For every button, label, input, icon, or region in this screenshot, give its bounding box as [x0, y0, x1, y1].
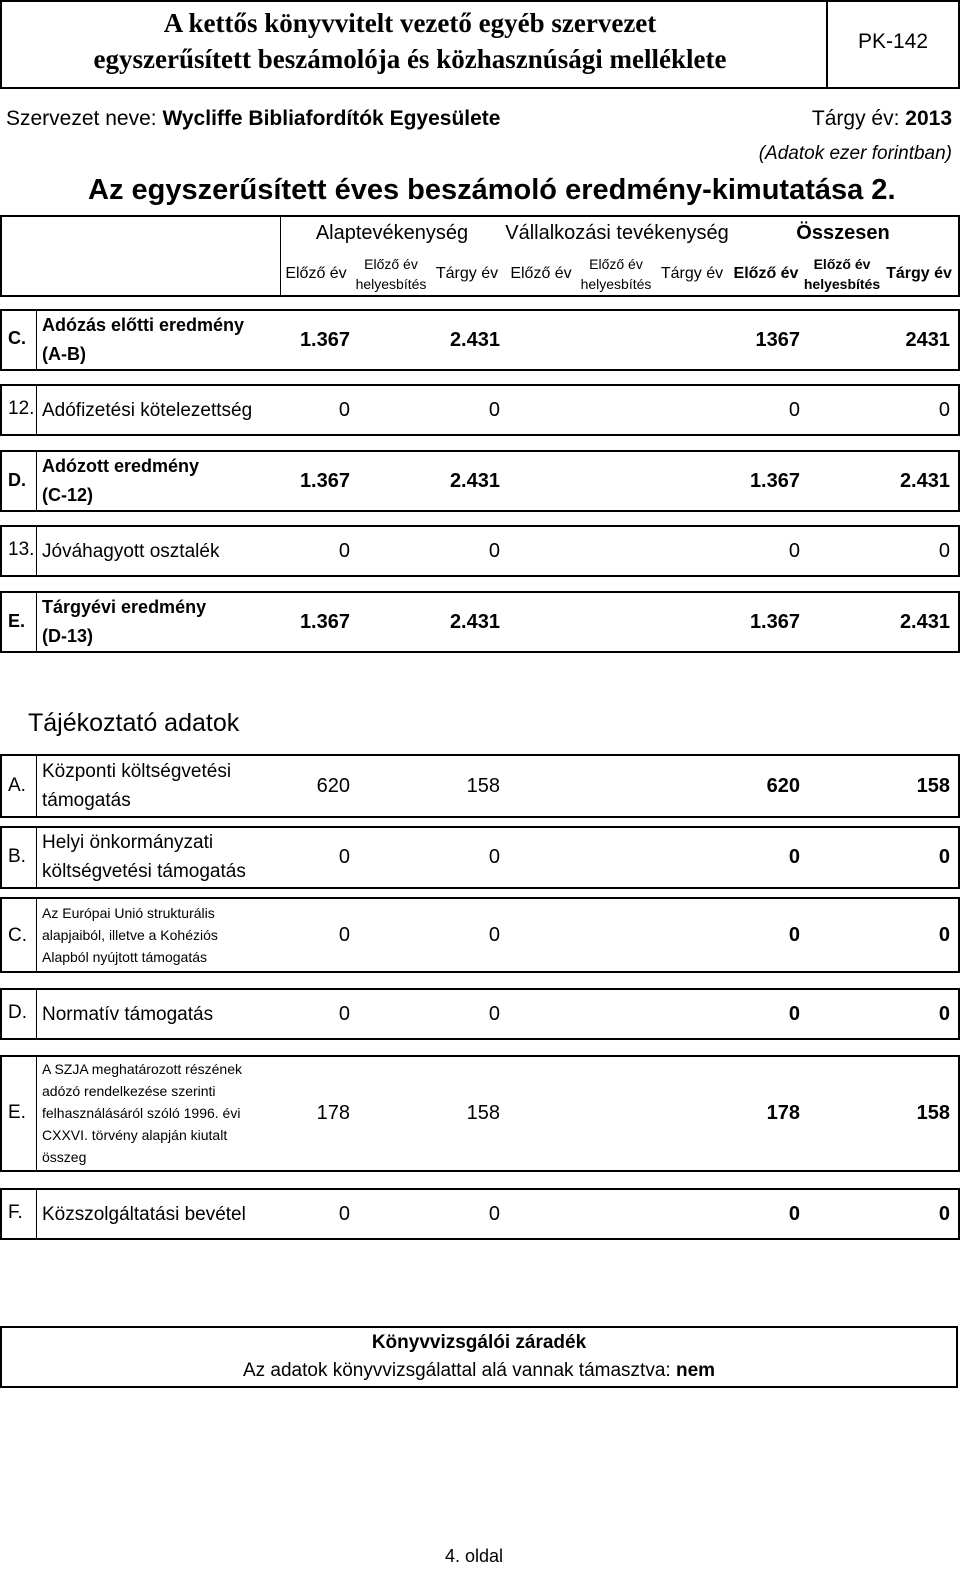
info-a-label-l1: Központi költségvetési — [42, 761, 232, 782]
row-c-divider — [36, 311, 37, 369]
row-e-code: E. — [8, 611, 26, 631]
info-c-label-l3: Alapból nyújtott támogatás — [42, 949, 207, 965]
info-e-prev-base: 178 — [316, 1102, 350, 1124]
info-e-label-l5: összeg — [42, 1149, 87, 1165]
row-12-cur-total: 0 — [938, 399, 950, 421]
col-prevfix-base-l2: helyesbítés — [355, 276, 427, 292]
info-row-c-divider — [36, 899, 37, 971]
group-header-base: Alaptevékenység — [315, 222, 469, 244]
row-13-divider — [36, 527, 37, 575]
info-row-b-divider — [36, 828, 37, 887]
row-d-prev-total: 1.367 — [749, 470, 800, 492]
year-label: Tárgy év: — [811, 107, 900, 130]
row-12-prev-base: 0 — [338, 399, 350, 421]
info-c-code: C. — [8, 925, 27, 946]
org-name: Wycliffe Bibliafordítók Egyesülete — [162, 107, 501, 130]
info-f-code: F. — [8, 1202, 23, 1223]
row-d-label-l2: (C-12) — [42, 485, 94, 505]
row-12-prev-total: 0 — [788, 399, 800, 421]
info-d-cur-total: 0 — [938, 1003, 950, 1025]
row-d-divider — [36, 452, 37, 510]
row-13-prev-base: 0 — [338, 540, 350, 562]
info-c-prev-base: 0 — [338, 924, 350, 946]
unit-note: (Adatok ezer forintban) — [758, 143, 952, 164]
col-prev-base: Előző év — [285, 265, 347, 282]
info-b-label — [42, 828, 246, 886]
row-12-cur-base: 0 — [488, 399, 500, 421]
info-e-prev-total: 178 — [766, 1102, 800, 1124]
row-c-label-l2: (A-B) — [42, 344, 86, 364]
info-e-label-l1: A SZJA meghatározott részének — [42, 1061, 242, 1077]
info-b-prev-base: 0 — [338, 846, 350, 868]
row-d-cur-base: 2.431 — [449, 470, 500, 492]
info-a-prev-total: 620 — [766, 775, 800, 797]
row-c-cur-base: 2.431 — [449, 329, 500, 351]
row-e-prev-total: 1.367 — [749, 611, 800, 633]
info-e-label — [42, 1058, 242, 1168]
info-a-code: A. — [8, 775, 26, 796]
col-prevfix-base — [352, 254, 430, 294]
row-d-code: D. — [8, 470, 26, 490]
col-cur-total: Tárgy év — [886, 265, 952, 282]
row-e-cur-base: 2.431 — [449, 611, 500, 633]
row-13-code: 13. — [8, 539, 35, 560]
row-c-label — [42, 311, 244, 369]
org-name-label: Szervezet neve: — [6, 107, 157, 130]
row-c-code: C. — [8, 328, 26, 348]
info-e-cur-total: 158 — [916, 1102, 950, 1124]
info-e-label-l3: felhasználásáról szóló 1996. évi — [42, 1105, 241, 1121]
col-prevfix-total-l1: Előző év — [813, 256, 871, 272]
info-d-label: Normatív támogatás — [42, 1004, 214, 1025]
audit-value: nem — [675, 1360, 716, 1381]
info-c-label-l1: Az Európai Unió strukturális — [42, 905, 215, 921]
info-b-cur-total: 0 — [938, 846, 950, 868]
info-e-label-l4: CXXVI. törvény alapján kiutalt — [42, 1127, 228, 1143]
info-a-cur-base: 158 — [466, 775, 500, 797]
row-e-label-l2: (D-13) — [42, 626, 94, 646]
info-b-cur-base: 0 — [488, 846, 500, 868]
row-12-label: Adófizetési kötelezettség — [42, 400, 253, 421]
info-row-e-divider — [36, 1057, 37, 1170]
info-f-cur-base: 0 — [488, 1203, 500, 1225]
row-13-cur-total: 0 — [938, 540, 950, 562]
info-b-label-l2: költségvetési támogatás — [42, 861, 246, 882]
row-e-label-l1: Tárgyévi eredmény — [42, 597, 207, 617]
row-d-label — [42, 452, 199, 510]
row-13-prev-total: 0 — [788, 540, 800, 562]
report-title-line1: A kettős könyvvitelt vezető egyéb szervezet — [163, 8, 657, 38]
col-prevfix-total-l2: helyesbítés — [803, 276, 881, 292]
row-d-prev-base: 1.367 — [299, 470, 350, 492]
section-title: Az egyszerűsített éves beszámoló eredmény-kimutatása 2. — [88, 174, 896, 206]
info-e-label-l2: adózó rendelkezése szerinti — [42, 1083, 216, 1099]
org-line — [6, 107, 500, 131]
info-b-code: B. — [8, 846, 26, 867]
info-e-code: E. — [8, 1102, 26, 1123]
col-prevfix-base-l1: Előző év — [364, 256, 418, 272]
info-row-d-divider — [36, 990, 37, 1038]
info-a-label — [42, 757, 231, 815]
info-f-cur-total: 0 — [938, 1203, 950, 1225]
report-title-line2: egyszerűsített beszámolója és közhasznúsági melléklete — [93, 44, 727, 74]
col-prevfix-business — [577, 254, 655, 294]
info-b-prev-total: 0 — [788, 846, 800, 868]
info-row-a-divider — [36, 756, 37, 816]
col-prev-business: Előző év — [510, 265, 572, 282]
col-prevfix-business-l1: Előző év — [589, 256, 643, 272]
col-prev-total: Előző év — [733, 265, 799, 282]
form-code: PK-142 — [857, 30, 929, 53]
audit-text: Az adatok könyvvizsgálattal alá vannak támasztva: — [242, 1360, 671, 1381]
info-d-code: D. — [8, 1002, 27, 1023]
group-header-business: Vállalkozási tevékenység — [505, 222, 729, 244]
row-12-divider — [36, 386, 37, 434]
row-e-divider — [36, 593, 37, 651]
group-header-total: Összesen — [796, 222, 890, 244]
info-row-f-divider — [36, 1190, 37, 1238]
row-c-prev-base: 1.367 — [299, 329, 350, 351]
row-c-cur-total: 2431 — [905, 329, 950, 351]
info-f-label: Közszolgáltatási bevétel — [42, 1204, 246, 1225]
audit-title: Könyvvizsgálói záradék — [371, 1332, 587, 1353]
row-13-cur-base: 0 — [488, 540, 500, 562]
info-title: Tájékoztató adatok — [28, 709, 240, 737]
col-cur-business: Tárgy év — [660, 265, 724, 282]
col-prevfix-business-l2: helyesbítés — [580, 276, 652, 292]
info-a-label-l2: támogatás — [42, 790, 131, 811]
info-c-prev-total: 0 — [788, 924, 800, 946]
row-d-cur-total: 2.431 — [899, 470, 950, 492]
info-a-prev-base: 620 — [316, 775, 350, 797]
row-e-prev-base: 1.367 — [299, 611, 350, 633]
info-c-cur-total: 0 — [938, 924, 950, 946]
row-d-label-l1: Adózott eredmény — [42, 456, 200, 476]
year-line — [812, 107, 952, 131]
page-number: 4. oldal — [445, 1546, 504, 1566]
info-d-cur-base: 0 — [488, 1003, 500, 1025]
info-d-prev-total: 0 — [788, 1003, 800, 1025]
info-d-prev-base: 0 — [338, 1003, 350, 1025]
col-cur-base: Tárgy év — [435, 265, 499, 282]
row-12-code: 12. — [8, 398, 35, 419]
info-f-prev-total: 0 — [788, 1203, 800, 1225]
info-c-label — [42, 902, 218, 968]
row-13-label: Jóváhagyott osztalék — [42, 541, 220, 562]
info-c-cur-base: 0 — [488, 924, 500, 946]
col-prevfix-total — [802, 254, 882, 294]
info-a-cur-total: 158 — [916, 775, 950, 797]
row-e-cur-total: 2.431 — [899, 611, 950, 633]
info-f-prev-base: 0 — [338, 1203, 350, 1225]
audit-statement — [0, 1360, 958, 1382]
info-b-label-l1: Helyi önkormányzati — [42, 832, 214, 853]
info-e-cur-base: 158 — [466, 1102, 500, 1124]
row-c-label-l1: Adózás előtti eredmény — [42, 315, 245, 335]
info-c-label-l2: alapjaiból, illetve a Kohéziós — [42, 927, 218, 943]
row-e-label — [42, 593, 206, 651]
year-value: 2013 — [905, 107, 952, 130]
row-c-prev-total: 1367 — [755, 329, 800, 351]
